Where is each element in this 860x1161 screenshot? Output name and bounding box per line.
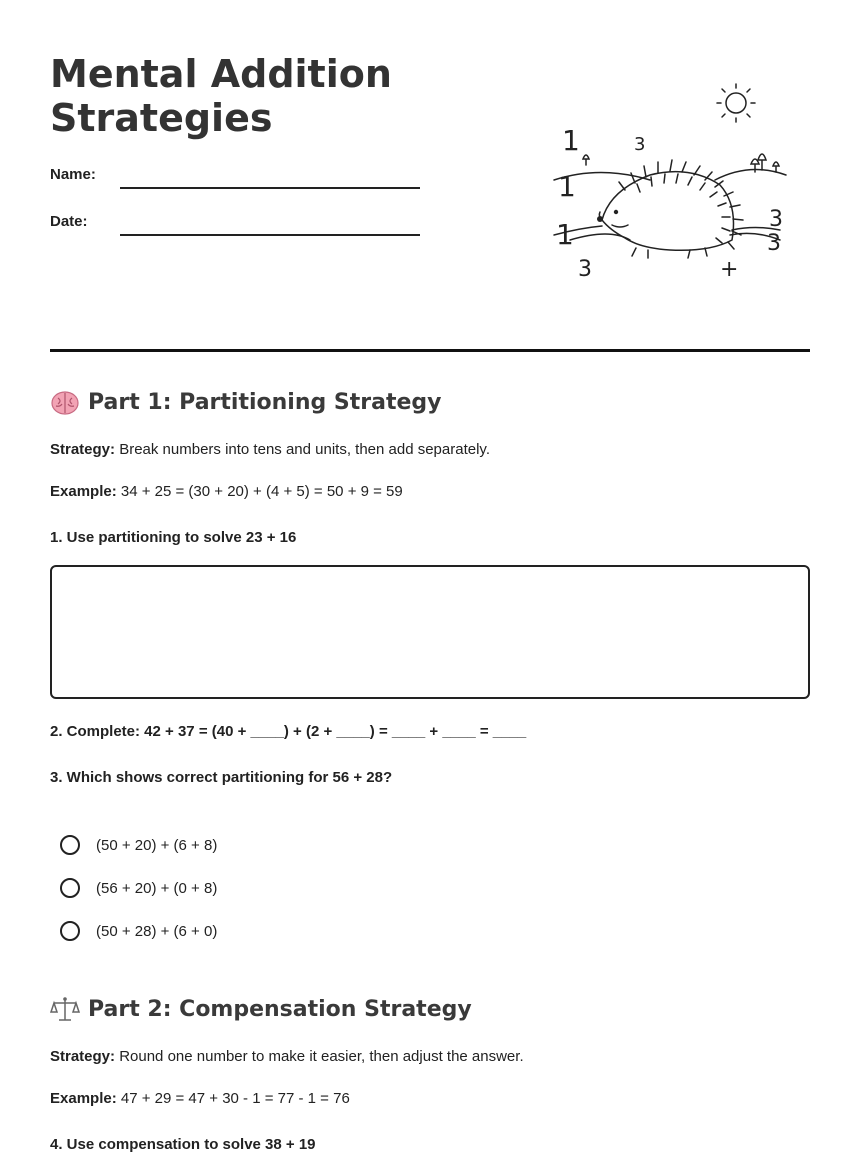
example-label: Example: bbox=[50, 483, 117, 500]
strategy-label: Strategy: bbox=[50, 441, 116, 458]
name-field[interactable] bbox=[120, 187, 420, 189]
digit-glyph: 3 bbox=[767, 231, 781, 256]
example-label: Example: bbox=[50, 1090, 117, 1107]
part1-title: Part 1: Partitioning Strategy bbox=[88, 389, 442, 415]
part2-heading bbox=[50, 995, 472, 1023]
plus-glyph: + bbox=[720, 257, 739, 282]
part1-heading bbox=[50, 388, 441, 416]
radio-button[interactable] bbox=[60, 835, 80, 855]
option-a[interactable] bbox=[60, 835, 217, 855]
option-c[interactable] bbox=[60, 921, 217, 941]
sun-icon bbox=[726, 93, 746, 113]
date-field[interactable] bbox=[120, 234, 420, 236]
digit-glyph: 3 bbox=[634, 134, 646, 155]
radio-button[interactable] bbox=[60, 921, 80, 941]
part1-strategy bbox=[50, 441, 490, 458]
part2-example bbox=[50, 1090, 350, 1107]
digit-glyph: 3 bbox=[578, 257, 592, 282]
balance-scale-icon bbox=[50, 995, 80, 1023]
option-label: (56 + 20) + (0 + 8) bbox=[96, 879, 218, 897]
option-label: (50 + 28) + (6 + 0) bbox=[96, 922, 218, 940]
question-2: 2. Complete: 42 + 37 = (40 + ____) + (2 + ____) = ____ + ____ = ____ bbox=[50, 723, 527, 740]
question-3: 3. Which shows correct partitioning for 56 + 28? bbox=[50, 769, 393, 786]
digit-glyph: 1 bbox=[558, 170, 576, 203]
part2-strategy bbox=[50, 1048, 524, 1065]
option-label: (50 + 20) + (6 + 8) bbox=[96, 836, 218, 854]
example-text: 47 + 29 = 47 + 30 - 1 = 77 - 1 = 76 bbox=[116, 1090, 350, 1107]
strategy-text: Break numbers into tens and units, then add separately. bbox=[115, 441, 490, 458]
digit-glyph: 1 bbox=[556, 218, 574, 251]
digit-glyph: 3 bbox=[769, 207, 783, 232]
strategy-text: Round one number to make it easier, then adjust the answer. bbox=[115, 1048, 524, 1065]
worksheet-title: Mental Addition Strategies bbox=[50, 52, 392, 140]
part2-title: Part 2: Compensation Strategy bbox=[88, 996, 472, 1022]
answer-box-1[interactable] bbox=[50, 565, 810, 699]
brain-icon bbox=[50, 388, 80, 416]
radio-button[interactable] bbox=[60, 878, 80, 898]
hedgehog-illustration bbox=[540, 80, 800, 290]
section-divider bbox=[50, 349, 810, 352]
example-text: 34 + 25 = (30 + 20) + (4 + 5) = 50 + 9 = 59 bbox=[116, 483, 403, 500]
option-b[interactable] bbox=[60, 878, 217, 898]
question-1: 1. Use partitioning to solve 23 + 16 bbox=[50, 529, 297, 546]
digit-glyph: 1 bbox=[562, 124, 580, 157]
part1-example bbox=[50, 483, 403, 500]
question-4: 4. Use compensation to solve 38 + 19 bbox=[50, 1136, 316, 1153]
strategy-label: Strategy: bbox=[50, 1048, 116, 1065]
date-label: Date: bbox=[50, 213, 88, 230]
name-label: Name: bbox=[50, 166, 96, 183]
